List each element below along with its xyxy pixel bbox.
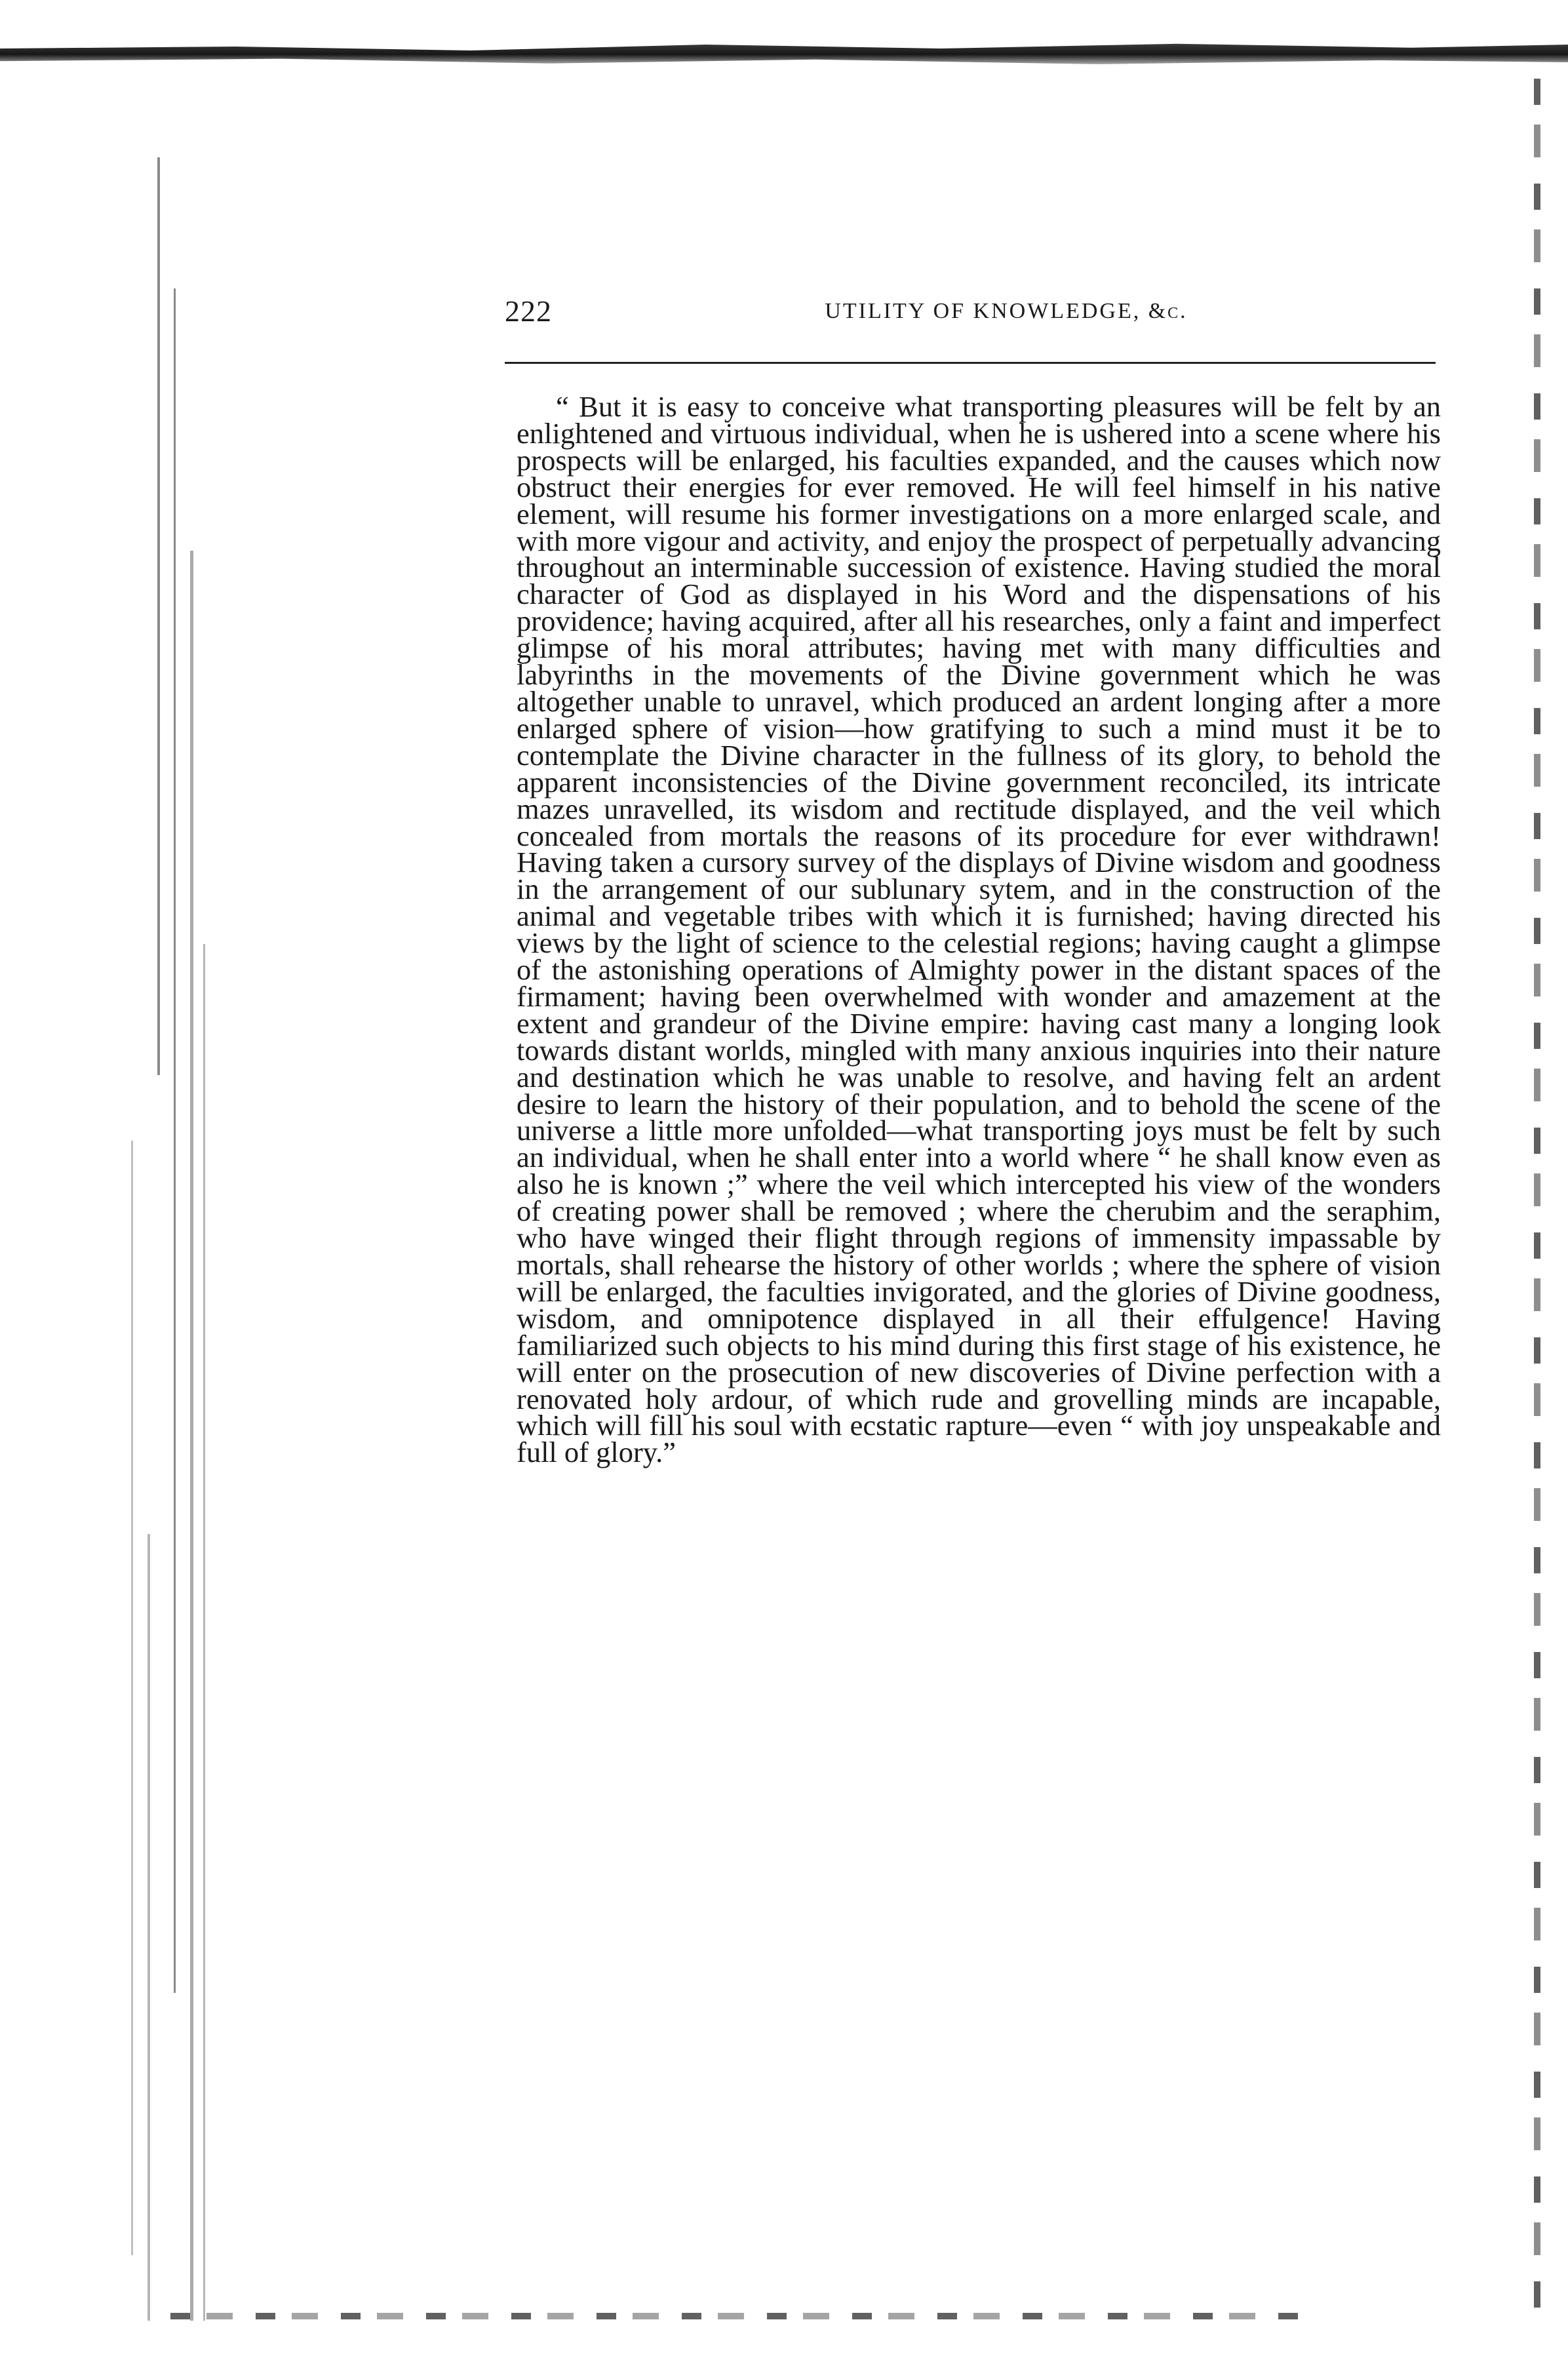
page-header-title: UTILITY OF KNOWLEDGE, &c. [825, 299, 1188, 323]
scan-top-smear [0, 33, 1568, 72]
page-number: 222 [505, 294, 552, 328]
scan-left-gutter [118, 157, 229, 2334]
scan-bottom-edge [170, 2313, 1298, 2319]
header-rule [505, 362, 1436, 364]
running-head [505, 294, 1436, 340]
body-paragraph: “ But it is easy to conceive what transporting pleasures will be felt by an enlightened and virtuous individual, when he is ushered into a scene where his prospects will be enlarged, his faculties expanded, and the causes which now obstruct their energies for ever removed. He will feel himself in his native element, will resume his former investigations on a more enlarged scale, and with more vigour and activity, and enjoy the prospect of perpetually advancing throughout an interminable succession of existence. Having studied the moral character of God as displayed in his Word and the dispensations of his providence; having acquired, after all his researches, only a faint and imperfect glimpse of his moral attributes; having met with many difficulties and labyrinths in the movements of the Divine government which he was altogether unable to unravel, which produced an ardent longing after a more enlarged sphere of vision—how gratifying to such a mind must it be to contemplate the Divine character in the fullness of its glory, to behold the apparent inconsistencies of the Divine government reconciled, its intricate mazes unravelled, its wisdom and rectitude displayed, and the veil which concealed from mortals the reasons of its procedure for ever withdrawn! Having taken a cursory survey of the displays of Divine wisdom and goodness in the arrangement of our sublunary sytem, and in the construction of the animal and vegetable tribes with which it is furnished; having directed his views by the light of science to the celestial regions; having caught a glimpse of the astonishing operations of Almighty power in the distant spaces of the firmament; having been overwhelmed with wonder and amazement at the extent and grandeur of the Divine empire: having cast many a longing look towards distant worlds, mingled with many anxious inquiries into their nature and destination which he was unable to resolve, and having felt an ardent desire to learn the history of their population, and to behold the scene of the universe a little more unfolded—what transporting joys must be felt by such an individual, when he shall enter into a world where “ he shall know even as also he is known ;” where the veil which intercepted his view of the wonders of creating power shall be removed ; where the cherubim and the seraphim, who have winged their flight through regions of immensity impassable by mortals, shall rehearse the history of other worlds ; where the sphere of vision will be enlarged, the faculties invigorated, and the glories of Divine goodness, wisdom, and omnipotence displayed in all their effulgence! Having familiarized such objects to his mind during this first stage of his existence, he will enter on the prosecution of new discoveries of Divine perfection with a renovated holy ardour, of which rude and grovelling minds are incapable, which will fill his soul with ecstatic rapture—even “ with joy unspeakable and full of glory.” [517, 390, 1441, 1469]
scan-right-edge [1534, 79, 1540, 2308]
